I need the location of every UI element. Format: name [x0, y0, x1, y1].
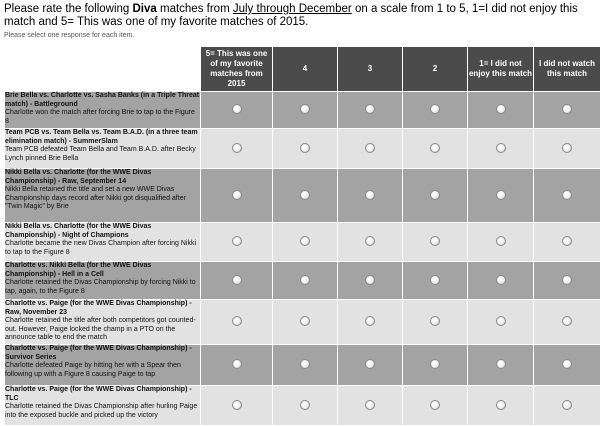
- rating-cell: [403, 300, 468, 345]
- rating-cell: [534, 129, 600, 169]
- radio-button-did-not-watch[interactable]: [562, 316, 572, 326]
- rating-cell: [534, 300, 600, 345]
- column-header-did-not-watch: I did not watch this match: [534, 47, 600, 92]
- rating-cell: [534, 223, 600, 262]
- row-title: Nikki Bella vs. Charlotte (for the WWE Divas Championship) - Night of Champions: [5, 223, 200, 240]
- row-label: [5, 262, 201, 300]
- column-header-1: 1= I did not enjoy this match: [468, 47, 534, 92]
- rating-cell: [338, 262, 403, 300]
- rating-cell: [201, 169, 273, 223]
- question-part-1: Please rate the following: [4, 3, 133, 15]
- row-title: Brie Bella vs. Charlotte vs. Sasha Banks (in a Triple Threat match) - Battleground: [5, 92, 200, 109]
- rating-cell: [273, 92, 338, 129]
- rating-cell: [338, 345, 403, 386]
- radio-button-did-not-watch[interactable]: [562, 236, 572, 246]
- radio-button-3[interactable]: [365, 143, 375, 153]
- rating-cell: [468, 129, 534, 169]
- table-row: [5, 345, 600, 386]
- row-label: [5, 345, 201, 386]
- rating-cell: [338, 386, 403, 426]
- radio-button-3[interactable]: [365, 400, 375, 410]
- rating-cell: [201, 223, 273, 262]
- row-description: Charlotte retained the Divas Championship by forcing Nikki to tap, again, to the Figure 8: [5, 279, 196, 295]
- rating-cell: [273, 386, 338, 426]
- column-header-4: 4: [273, 47, 338, 92]
- radio-button-1[interactable]: [496, 236, 506, 246]
- radio-button-1[interactable]: [496, 359, 506, 369]
- column-header-5: 5= This was one of my favorite matches from 2015: [201, 47, 273, 92]
- rating-cell: [468, 223, 534, 262]
- row-description: Charlotte became the new Divas Champion after forcing Nikki to tap to the Figure 8: [5, 240, 196, 256]
- rating-cell: [468, 92, 534, 129]
- rating-cell: [468, 386, 534, 426]
- rating-cell: [534, 386, 600, 426]
- rating-cell: [273, 262, 338, 300]
- radio-button-did-not-watch[interactable]: [562, 359, 572, 369]
- radio-button-3[interactable]: [365, 316, 375, 326]
- row-title: Charlotte vs. Paige (for the WWE Divas Championship) - Survivor Series: [5, 345, 200, 362]
- table-row: [5, 386, 600, 426]
- radio-button-2[interactable]: [430, 400, 440, 410]
- rating-cell: [468, 169, 534, 223]
- table-row: [5, 300, 600, 345]
- radio-button-5[interactable]: [232, 236, 242, 246]
- question-part-2: matches from: [157, 3, 233, 15]
- row-description: Charlotte won the match after forcing Brie to tap to the Figure 8: [5, 109, 195, 125]
- radio-button-4[interactable]: [300, 104, 310, 114]
- row-description: Team PCB defeated Team Bella and Team B.A.D. after Becky Lynch pinned Brie Bella: [5, 146, 196, 162]
- radio-button-5[interactable]: [232, 104, 242, 114]
- radio-button-4[interactable]: [300, 143, 310, 153]
- question-underline: July through December: [233, 3, 352, 15]
- rating-cell: [534, 169, 600, 223]
- rating-cell: [338, 300, 403, 345]
- rating-cell: [201, 345, 273, 386]
- radio-button-4[interactable]: [300, 400, 310, 410]
- column-header-3: 3: [338, 47, 403, 92]
- question-bold: Diva: [133, 3, 157, 15]
- rating-cell: [534, 262, 600, 300]
- radio-button-3[interactable]: [365, 104, 375, 114]
- rating-cell: [403, 223, 468, 262]
- radio-button-2[interactable]: [430, 143, 440, 153]
- rating-cell: [468, 300, 534, 345]
- row-label: [5, 300, 201, 345]
- rating-cell: [338, 129, 403, 169]
- rating-cell: [201, 129, 273, 169]
- radio-button-2[interactable]: [430, 359, 440, 369]
- row-label: [5, 129, 201, 169]
- radio-button-2[interactable]: [430, 316, 440, 326]
- rating-cell: [403, 129, 468, 169]
- row-description: Nikki Bella retained the title and set a new WWE Divas Championship days record after Nikki got disqualified after "Twin Magic" by Brie: [5, 186, 186, 210]
- rating-cell: [338, 223, 403, 262]
- rating-cell: [403, 345, 468, 386]
- table-row: [5, 223, 600, 262]
- radio-button-did-not-watch[interactable]: [562, 104, 572, 114]
- radio-button-did-not-watch[interactable]: [562, 190, 572, 200]
- rating-matrix: [4, 46, 600, 426]
- row-title: Charlotte vs. Paige (for the WWE Divas Championship) - Raw, November 23: [5, 300, 200, 317]
- radio-button-1[interactable]: [496, 275, 506, 285]
- rating-cell: [338, 92, 403, 129]
- radio-button-2[interactable]: [430, 275, 440, 285]
- radio-button-1[interactable]: [496, 104, 506, 114]
- radio-button-1[interactable]: [496, 316, 506, 326]
- radio-button-5[interactable]: [232, 275, 242, 285]
- rating-cell: [534, 92, 600, 129]
- radio-button-2[interactable]: [430, 236, 440, 246]
- rating-cell: [534, 345, 600, 386]
- rating-cell: [273, 129, 338, 169]
- rating-cell: [468, 345, 534, 386]
- row-label: [5, 92, 201, 129]
- rating-cell: [201, 300, 273, 345]
- radio-button-5[interactable]: [232, 359, 242, 369]
- row-title: Charlotte vs. Paige (for the WWE Divas Championship) - TLC: [5, 386, 200, 403]
- radio-button-4[interactable]: [300, 359, 310, 369]
- radio-button-4[interactable]: [300, 275, 310, 285]
- rating-cell: [201, 92, 273, 129]
- table-row: [5, 169, 600, 223]
- question-text: [4, 3, 594, 29]
- row-description: Charlotte defeated Paige by hitting her with a Spear then following up with a Figure 8 causing Paige to tap: [5, 362, 181, 378]
- rating-cell: [273, 300, 338, 345]
- rating-cell: [468, 262, 534, 300]
- rating-cell: [403, 169, 468, 223]
- rating-cell: [338, 169, 403, 223]
- radio-button-5[interactable]: [232, 190, 242, 200]
- radio-button-4[interactable]: [300, 236, 310, 246]
- radio-button-5[interactable]: [232, 143, 242, 153]
- column-header-2: 2: [403, 47, 468, 92]
- rating-cell: [201, 386, 273, 426]
- radio-button-3[interactable]: [365, 190, 375, 200]
- radio-button-3[interactable]: [365, 275, 375, 285]
- instruction-hint: Please select one response for each item.: [4, 31, 600, 40]
- row-title: Nikki Bella vs. Charlotte (for the WWE Divas Championship) - Raw, September 14: [5, 169, 200, 186]
- rating-cell: [403, 262, 468, 300]
- radio-button-4[interactable]: [300, 190, 310, 200]
- radio-button-3[interactable]: [365, 359, 375, 369]
- row-title: Charlotte vs. Nikki Bella (for the WWE Divas Championship) - Hell in a Cell: [5, 262, 200, 279]
- rating-cell: [201, 262, 273, 300]
- radio-button-did-not-watch[interactable]: [562, 400, 572, 410]
- question-part-3: on a scale from 1 to 5, 1=I did not enjoy this match and 5= This was one of my favorite matches of 2015.: [4, 3, 578, 28]
- rating-cell: [273, 169, 338, 223]
- row-title: Team PCB vs. Team Bella vs. Team B.A.D. (in a three team elimination match) - SummerSlam: [5, 129, 200, 146]
- radio-button-1[interactable]: [496, 400, 506, 410]
- row-label: [5, 223, 201, 262]
- row-label: [5, 169, 201, 223]
- row-description: Charlotte retained the title after both competitors got counted-out. However, Paige locked the champ in a PTO on the announce table to end the match: [5, 317, 196, 341]
- radio-button-5[interactable]: [232, 316, 242, 326]
- header-corner: [5, 47, 201, 92]
- radio-button-4[interactable]: [300, 316, 310, 326]
- table-row: [5, 92, 600, 129]
- radio-button-did-not-watch[interactable]: [562, 143, 572, 153]
- rating-cell: [403, 386, 468, 426]
- rating-cell: [273, 223, 338, 262]
- row-description: Charlotte retained the Divas Championship after hurling Paige into the exposed buckle and picked up the victory: [5, 403, 197, 419]
- header-row: [5, 47, 600, 92]
- radio-button-3[interactable]: [365, 236, 375, 246]
- radio-button-did-not-watch[interactable]: [562, 275, 572, 285]
- radio-button-1[interactable]: [496, 143, 506, 153]
- rating-cell: [403, 92, 468, 129]
- table-row: [5, 129, 600, 169]
- row-label: [5, 386, 201, 426]
- rating-cell: [273, 345, 338, 386]
- radio-button-2[interactable]: [430, 190, 440, 200]
- radio-button-5[interactable]: [232, 400, 242, 410]
- radio-button-1[interactable]: [496, 190, 506, 200]
- table-row: [5, 262, 600, 300]
- radio-button-2[interactable]: [430, 104, 440, 114]
